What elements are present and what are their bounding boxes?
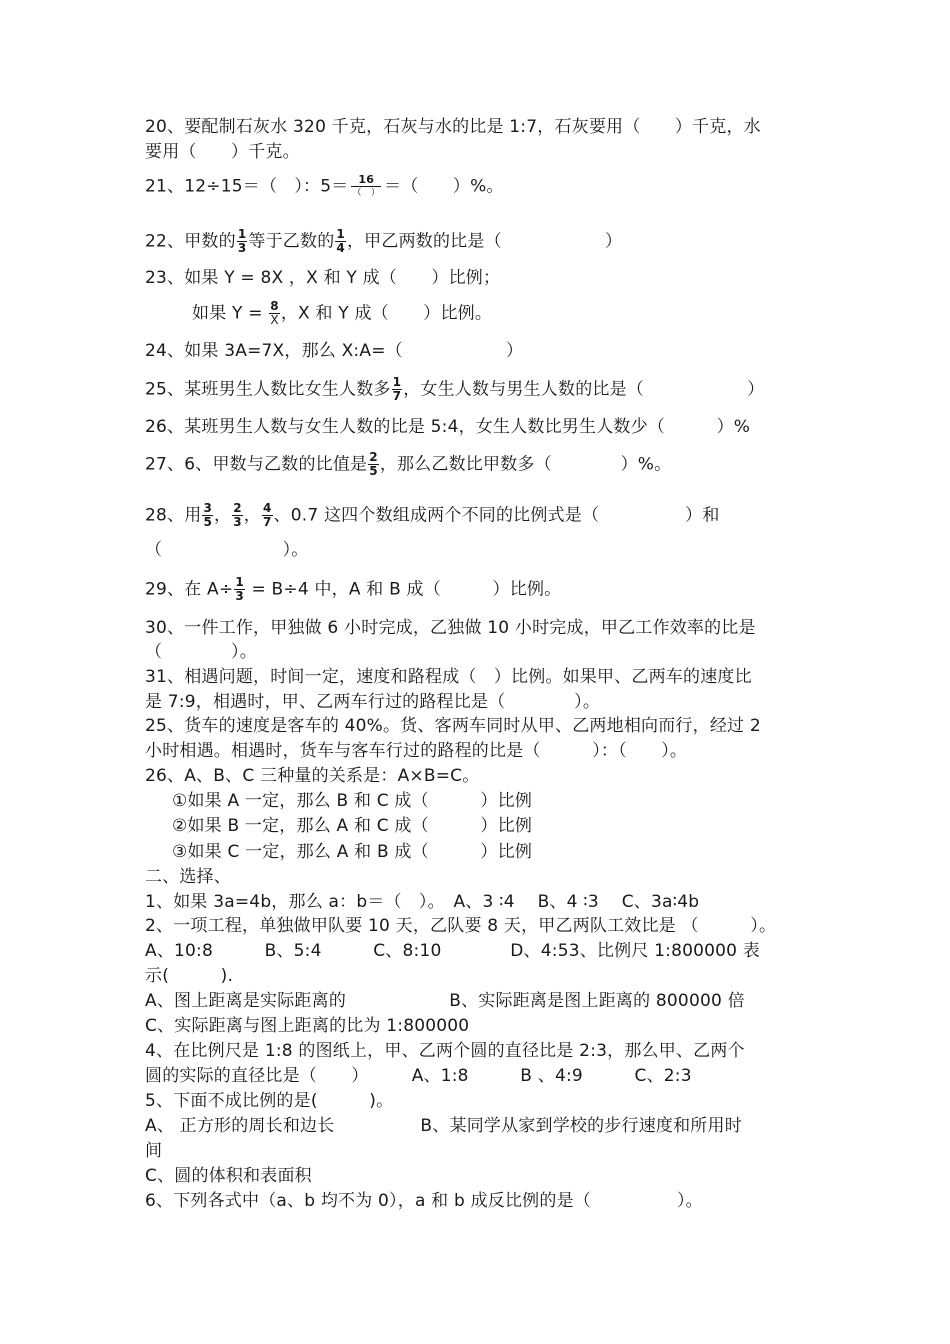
q27-text-a: 27、6、甲数与乙数的比值是 [145, 454, 368, 475]
q24: 24、如果 3A=7X，那么 X:A=（ ） [145, 341, 524, 361]
c2: 2、一项工程，单独做甲队要 10 天，乙队要 8 天，甲乙两队工效比是 （ ）。 [145, 916, 777, 936]
q28-text-b: 、0.7 这四个数组成两个不同的比例式是（ ）和 [273, 505, 720, 526]
q22-fraction-1 [237, 228, 248, 255]
section-heading-choice: 二、选择、 [145, 867, 231, 887]
q25 [145, 376, 807, 403]
q27-f-den: 5 [369, 464, 378, 478]
q21-text-a: 21、12÷15＝（ ）：5＝ [145, 176, 349, 197]
q23-text-post: ，X 和 Y 成（ ）比例。 [280, 303, 493, 324]
q30-line1: 30、一件工作，甲独做 6 小时完成，乙独做 10 小时完成，甲乙工作效率的比是 [145, 618, 756, 638]
q21 [145, 174, 807, 199]
c2-options: A、10:8 B、5:4 C、8:10 D、4:53、比例尺 1:800000 表 [145, 941, 760, 961]
q22-fraction-2 [335, 228, 346, 255]
c5-option-c: C、圆的体积和表面积 [145, 1166, 312, 1186]
c3-option-c: C、实际距离与图上距离的比为 1:800000 [145, 1016, 470, 1036]
q23-fraction [269, 300, 280, 327]
q27-fraction [368, 451, 379, 478]
q27 [145, 451, 807, 478]
q28-f2-num: 2 [233, 501, 242, 515]
c5: 5、下面不成比例的是( )。 [145, 1091, 394, 1111]
q29-fraction [234, 576, 245, 603]
q25x-line2: 小时相遇。相遇时，货车与客车行过的路程的比是（ ）：（ ）。 [145, 741, 688, 761]
q22-f2-num: 1 [336, 227, 345, 241]
q21-fraction [351, 174, 381, 199]
q31-line2: 是 7:9，相遇时，甲、乙两车行过的路程比是（ ）。 [145, 692, 601, 712]
q25-f-num: 1 [392, 375, 402, 389]
q27-text-b: ，那么乙数比甲数多（ ）%。 [379, 454, 672, 475]
q28-f3-num: 4 [262, 501, 272, 515]
q22-f1-num: 1 [237, 227, 247, 241]
q23-f-den: X [270, 313, 279, 327]
c3-continued: 示( ). [145, 966, 234, 986]
q23-text-pre: 如果 Y = [192, 303, 263, 324]
q27-f-num: 2 [369, 450, 378, 464]
q25-f-den: 7 [392, 389, 402, 403]
q23-f-num: 8 [270, 299, 279, 313]
q28-line2: （ ）。 [145, 540, 309, 560]
c4-line1: 4、在比例尺是 1:8 的图纸上，甲、乙两个圆的直径比是 2:3，那么甲、乙两个 [145, 1041, 745, 1061]
q31-line1: 31、相遇问题，时间一定，速度和路程成（ ）比例。如果甲、乙两车的速度比 [145, 667, 752, 687]
q22-text-c: ，甲乙两数的比是（ ） [346, 231, 623, 252]
q25-text-a: 25、某班男生人数比女生人数多 [145, 379, 391, 400]
q26x-item-1: ①如果 A 一定，那么 B 和 C 成（ ）比例 [172, 791, 533, 811]
q25-fraction [392, 376, 403, 403]
q20-line2: 要用（ ）千克。 [145, 142, 300, 162]
q28-line1: 28、用 $\frac{3}{5}$ ， $\frac{2}{3}$ ， $\frac{4}{7}$ 、0.7 这四个数组成两个不同的比例式是（ ）和 [145, 501, 720, 529]
q26x-item-2: ②如果 B 一定，那么 A 和 C 成（ ）比例 [172, 816, 533, 836]
q28-fraction-3 [262, 502, 273, 529]
q22 [145, 228, 807, 255]
q25-text-b: ，女生人数与男生人数的比是（ ） [403, 379, 765, 400]
q26x-line: 26、A、B、C 三种量的关系是：A×B=C。 [145, 766, 480, 786]
q23-line1: 23、如果 Y = 8X ，X 和 Y 成（ ）比例； [145, 268, 501, 288]
c3-options-ab: A、图上距离是实际距离的 B、实际距离是图上距离的 800000 倍 [145, 991, 745, 1011]
c5-options-ab: A、 正方形的周长和边长 B、某同学从家到学校的步行速度和所用时 [145, 1116, 742, 1136]
q28-f1-num: 3 [203, 501, 212, 515]
q21-text-b: ＝（ ）%。 [384, 176, 504, 197]
q29 [145, 576, 807, 603]
q29-text-a: 29、在 A÷ [145, 579, 234, 600]
q30-line2: （ ）。 [145, 642, 257, 662]
q28-f1-den: 5 [203, 515, 212, 529]
q29-f-den: 3 [235, 589, 244, 603]
q29-f-num: 1 [235, 575, 244, 589]
q20-line1: 20、要配制石灰水 320 千克，石灰与水的比是 1:7，石灰要用（ ）千克，水 [145, 117, 761, 137]
q22-f1-den: 3 [237, 241, 247, 255]
q21-frac-den: （ ） [352, 188, 381, 198]
q23-line2 [192, 300, 807, 327]
q21-frac-num: 16 [351, 174, 381, 187]
c1: 1、如果 3a=4b，那么 a：b＝（ ）。 A、3 ∶4 B、4 ∶3 C、3a∶4b [145, 892, 700, 912]
q28-f3-den: 7 [262, 515, 272, 529]
c5-options-ab-cont: 间 [145, 1141, 163, 1161]
q26: 26、某班男生人数与女生人数的比是 5:4，女生人数比男生人数少（ ）% [145, 417, 751, 437]
c4-line2: 圆的实际的直径比是（ ） A、1:8 B 、4:9 C、2:3 [145, 1066, 692, 1086]
q22-f2-den: 4 [336, 241, 345, 255]
q22-text-a: 22、甲数的 [145, 231, 236, 252]
q28-fraction-1 [202, 502, 213, 529]
q28-f2-den: 3 [233, 515, 242, 529]
q26x-item-3: ③如果 C 一定，那么 A 和 B 成（ ）比例 [172, 842, 533, 862]
q22-text-b: 等于乙数的 [248, 231, 335, 252]
q29-text-b: = B÷4 中，A 和 B 成（ ）比例。 [251, 579, 562, 600]
q28-fraction-2 [232, 502, 243, 529]
c6: 6、下列各式中（a、b 均不为 0），a 和 b 成反比例的是（ ）。 [145, 1191, 703, 1211]
q25x-line1: 25、货车的速度是客车的 40%。货、客两车同时从甲、乙两地相向而行，经过 2 [145, 716, 761, 736]
q28-text-a: 28、用 [145, 505, 202, 526]
